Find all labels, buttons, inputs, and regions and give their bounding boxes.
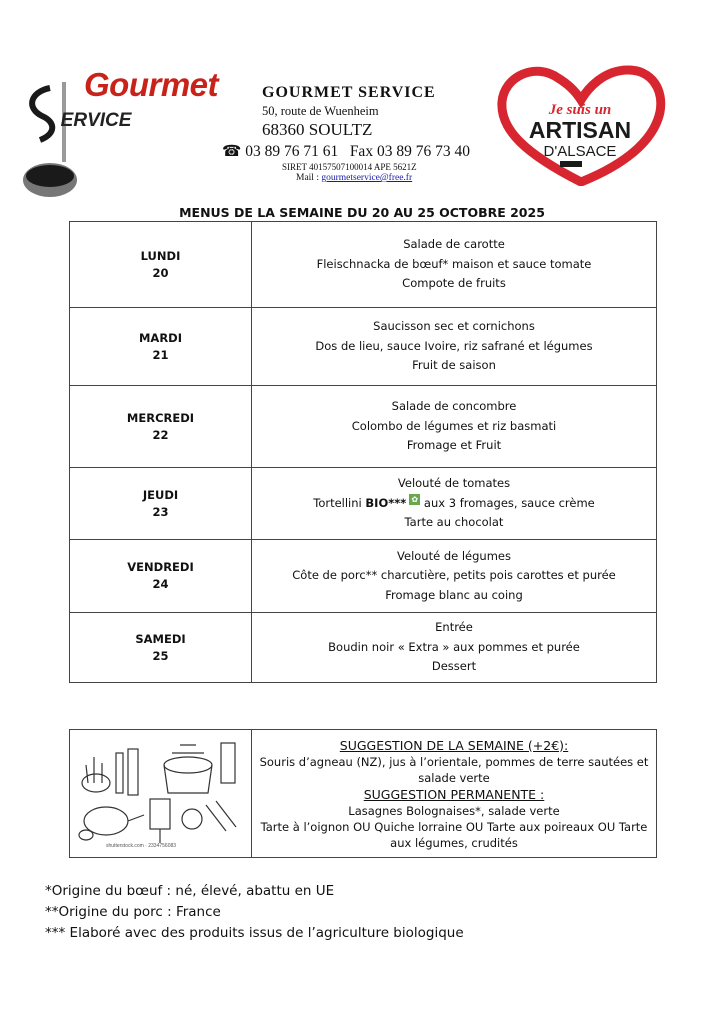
week-suggestion-line1: Souris d’agneau (NZ), jus à l’orientale, pommes de terre sautées et [259,754,649,769]
dish-starter: Salade de carotte [403,237,505,252]
dish-starter: Salade de concombre [391,399,517,414]
dishes-cell [252,308,657,386]
day-cell [70,386,252,468]
dish-dessert: Dessert [431,659,477,674]
dishes-cell [252,613,657,683]
permanent-suggestion-line2: Tarte à l’oignon OU Quiche lorraine OU Tarte aux poireaux OU Tarte [260,819,648,834]
day-cell [70,308,252,386]
bio-label: BIO*** [365,495,407,510]
badge-line3: D'ALSACE [543,143,617,160]
company-siret: SIRET 40157507100014 APE 5621Z [282,162,417,172]
dish-starter: Velouté de légumes [397,548,511,563]
company-name: GOURMET SERVICE [262,84,436,101]
day-date: 24 [152,577,169,591]
company-phones [222,142,470,161]
day-date: 20 [152,265,169,280]
week-suggestion-line2: salade verte [418,770,490,785]
menu-row-samedi [70,613,657,683]
dish-main: Côte de porc** charcutière, petits pois carottes et purée [292,568,616,583]
day-name: LUNDI [140,248,181,263]
badge-line1: Je suis un [548,102,612,118]
day-date: 21 [152,347,169,362]
menu-row-mardi [70,308,657,386]
dishes-cell [252,386,657,468]
menu-row-vendredi [70,540,657,613]
weekly-menu-table [69,221,657,683]
day-name: MARDI [138,330,183,345]
permanent-suggestion-title: SUGGESTION PERMANENTE : [363,786,545,802]
dish-main [252,494,656,514]
dish-starter: Velouté de tomates [397,476,511,491]
day-cell [70,468,252,540]
ladle-icon [22,82,82,202]
menu-row-mercredi [70,386,657,468]
day-date: 22 [152,427,169,442]
day-name: SAMEDI [135,631,186,646]
day-name: JEUDI [142,487,179,502]
telephone-icon: ☎ [222,143,242,160]
dishes-cell [252,540,657,613]
suggestion-text-cell [252,730,657,858]
permanent-suggestion-line1: Lasagnes Bolognaises*, salade verte [348,803,560,818]
artisan-alsace-badge [496,64,666,186]
footnotes [45,881,464,944]
dish-dessert: Fruit de saison [412,358,496,373]
menu-row-lundi [70,222,657,308]
company-mail [296,173,412,183]
heart-badge-icon [496,64,666,186]
day-name: MERCREDI [126,410,195,425]
day-name: VENDREDI [127,560,194,574]
kitchenware-illustration-cell [70,730,252,858]
cma-mark-icon [560,161,582,167]
mail-label: Mail : [296,173,322,183]
company-city: 68360 SOULTZ [262,120,373,139]
day-cell [70,613,252,683]
menu-row-jeudi [70,468,657,540]
logo-gourmet-text: Gourmet [84,66,219,103]
mail-link[interactable]: gourmetservice@free.fr [321,173,413,183]
menu-title: MENUS DE LA SEMAINE DU 20 AU 25 OCTOBRE 2025 [179,205,545,220]
week-suggestion-title: SUGGESTION DE LA SEMAINE (+2€): [339,737,569,753]
dish-dessert: Fromage blanc au coing [385,587,523,602]
dish-main: Colombo de légumes et riz basmati [351,418,557,433]
day-date: 25 [152,648,169,663]
dish-main: Fleischnacka de bœuf* maison et sauce tomate [316,256,592,271]
dish-main: Boudin noir « Extra » aux pommes et purée [328,639,580,654]
dish-starter: Saucisson sec et cornichons [373,319,535,334]
image-caption: shutterstock.com · 2334756083 [105,842,176,849]
dish-dessert: Compote de fruits [402,276,506,291]
dish-dessert: Fromage et Fruit [406,438,502,453]
dish-main: Dos de lieu, sauce Ivoire, riz safrané et légumes [315,338,593,353]
kitchenware-illustration [76,735,246,850]
footnote-organic: *** Elaboré avec des produits issus de l’agriculture biologique [45,925,464,941]
logo-service-text [60,110,131,132]
day-cell [70,540,252,613]
day-date: 23 [152,504,169,519]
footnote-pork: **Origine du porc : France [45,904,221,920]
day-cell [70,222,252,308]
permanent-suggestion-line3: aux légumes, crudités [390,835,518,850]
suggestion-table [69,729,657,858]
badge-line2: ARTISAN [528,117,632,143]
dishes-cell [252,468,657,540]
dish-starter: Entrée [435,620,473,635]
logo-service-word: ERVICE [60,110,132,131]
dish-main-start: Tortellini [313,495,366,510]
phone-numbers: 03 89 76 71 61 Fax 03 89 76 73 40 [245,143,470,160]
organic-leaf-icon: ✿ [409,494,420,505]
footnote-beef: *Origine du bœuf : né, élevé, abattu en UE [45,883,335,899]
company-address: 50, route de Wuenheim [262,104,379,118]
gourmet-service-logo [22,62,222,202]
dishes-cell [252,222,657,308]
dish-dessert: Tarte au chocolat [404,515,504,530]
dish-main-end: aux 3 fromages, sauce crème [420,495,595,510]
